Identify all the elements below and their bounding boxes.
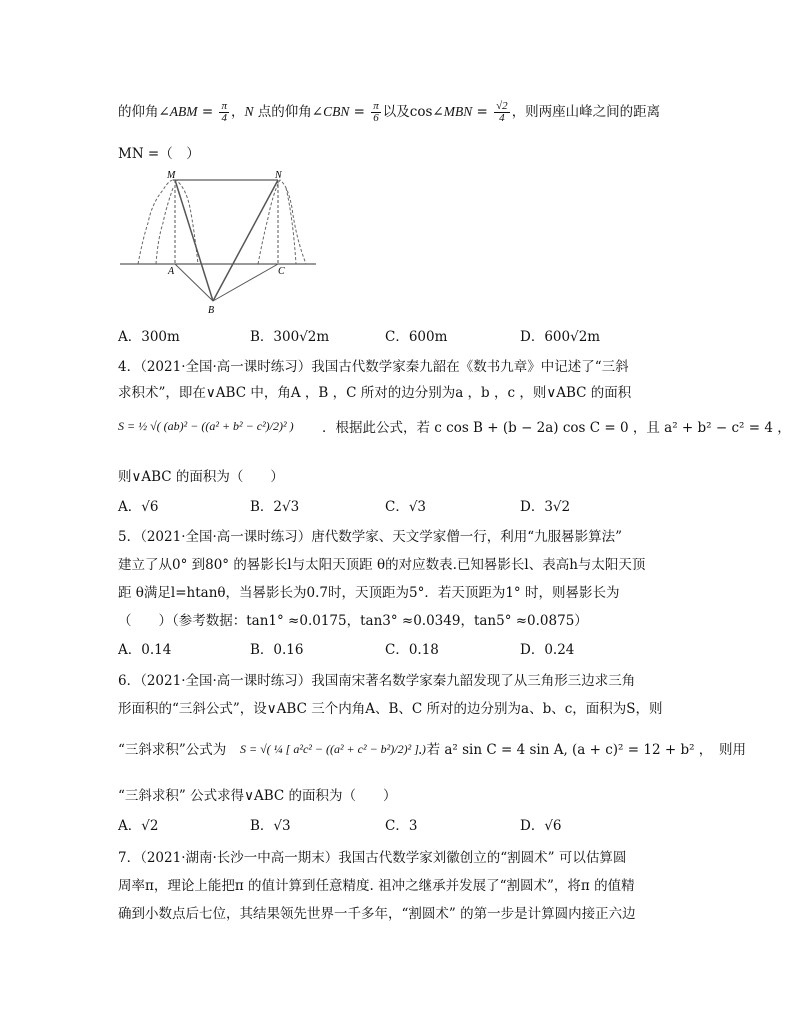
label-B: B [208, 305, 215, 316]
q4-line-3: ．根据此公式，若 c cos B + (b − 2a) cos C = 0 ，且 a² + b² − c² = 4 ， [322, 420, 791, 436]
q5-option-b: B．0.16 [250, 642, 304, 658]
q4-option-b: B．2√3 [250, 499, 300, 515]
q6-line-3-prefix: “三斜求积”公式为 [118, 742, 227, 758]
label-A: A [168, 266, 175, 277]
q6-line-2: 形面积的“三斜公式”，设∨ABC 三个内角A、B、C 所对的边分别为a、b、c，面积为S，则 [118, 701, 663, 717]
q5-option-c: C．0.18 [385, 642, 439, 658]
q4-option-d: D．3√2 [520, 499, 571, 515]
q3-option-c: C．600m [385, 329, 448, 345]
q7-line-2: 周率π，理论上能把π 的值计算到任意精度. 祖冲之继承并发展了“割圆术”，将π 的值精 [118, 878, 635, 894]
q7-line-1: 7．（2021·湖南·长沙一中高一期末）我国古代数学家刘徽创立的“割圆术” 可以估算圆 [118, 850, 627, 866]
q6-option-c: C．3 [385, 818, 418, 834]
q4-line-2: 求积术”，即在∨ABC 中，角A ，B ，C 所对的边分别为a ，b ，c ，则∨ABC 的面积 [118, 385, 632, 401]
q4-formula: S = ½ √( (ab)² − ((a² + b² − c²)/2)² ) [118, 419, 294, 433]
q3-option-a: A．300m [118, 329, 180, 345]
label-C: C [278, 266, 285, 277]
q6-option-d: D．√6 [520, 818, 562, 834]
q3-option-d: D．600√2m [520, 329, 601, 345]
q3-line-2: MN =（ ） [118, 146, 200, 162]
q6-line-4: “三斜求积” 公式求得∨ABC 的面积为（ ） [118, 788, 397, 804]
q5-line-3: 距 θ满足l=htanθ，当晷影长为0.7时，天顶距为5°．若天顶距为1° 时，则晷影长为 [118, 585, 620, 601]
q6-line-3-suffix: . 若 a² sin C = 4 sin A, (a + c)² = 12 + b² ， 则用 [418, 742, 747, 758]
q3-option-b: B．300√2m [250, 329, 330, 345]
q4-line-1: 4．（2021·全国·高一课时练习）我国古代数学家秦九韶在《数书九章》中记述了“三斜 [118, 359, 629, 375]
q4-option-c: C．√3 [385, 499, 427, 515]
q4-line-4: 则∨ABC 的面积为（ ） [118, 469, 284, 485]
q6-option-b: B．√3 [250, 818, 291, 834]
q7-line-3: 确到小数点后七位，其结果领先世界一千多年，“割圆术” 的第一步是计算圆内接正六边 [118, 906, 636, 922]
q5-option-a: A．0.14 [118, 642, 172, 658]
q5-option-d: D．0.24 [520, 642, 575, 658]
q3-line-1: 的仰角∠ABM = $\frac{\pi}{4}$ ，N 点的仰角∠CBN = $\frac{\pi}{6}$ 以及cos∠MBN = $\frac{√2}{4}$ ，则两座山峰之间的距离 [118, 100, 661, 124]
q5-line-2: 建立了从0° 到80° 的晷影长l与太阳天顶距 θ的对应数表.已知晷影长l、表高h与太阳天顶 [118, 557, 646, 573]
mountain-diagram [118, 168, 322, 316]
q6-option-a: A．√2 [118, 818, 159, 834]
q4-option-a: A．√6 [118, 499, 159, 515]
q5-line-4: （ ）（参考数据：tan1° ≈0.0175，tan3° ≈0.0349，tan5° ≈0.0875） [118, 613, 588, 629]
q6-line-1: 6．（2021·全国·高一课时练习）我国南宋著名数学家秦九韶发现了从三角形三边求三角 [118, 673, 636, 689]
label-M: M [167, 170, 176, 181]
q6-formula: S = √( ¼ [ a²c² − ((a² + c² − b²)/2)² ] ) [240, 742, 426, 756]
q5-line-1: 5．（2021·全国·高一课时练习）唐代数学家、天文学家僧一行，利用“九服晷影算法” [118, 529, 623, 545]
label-N: N [275, 170, 282, 181]
